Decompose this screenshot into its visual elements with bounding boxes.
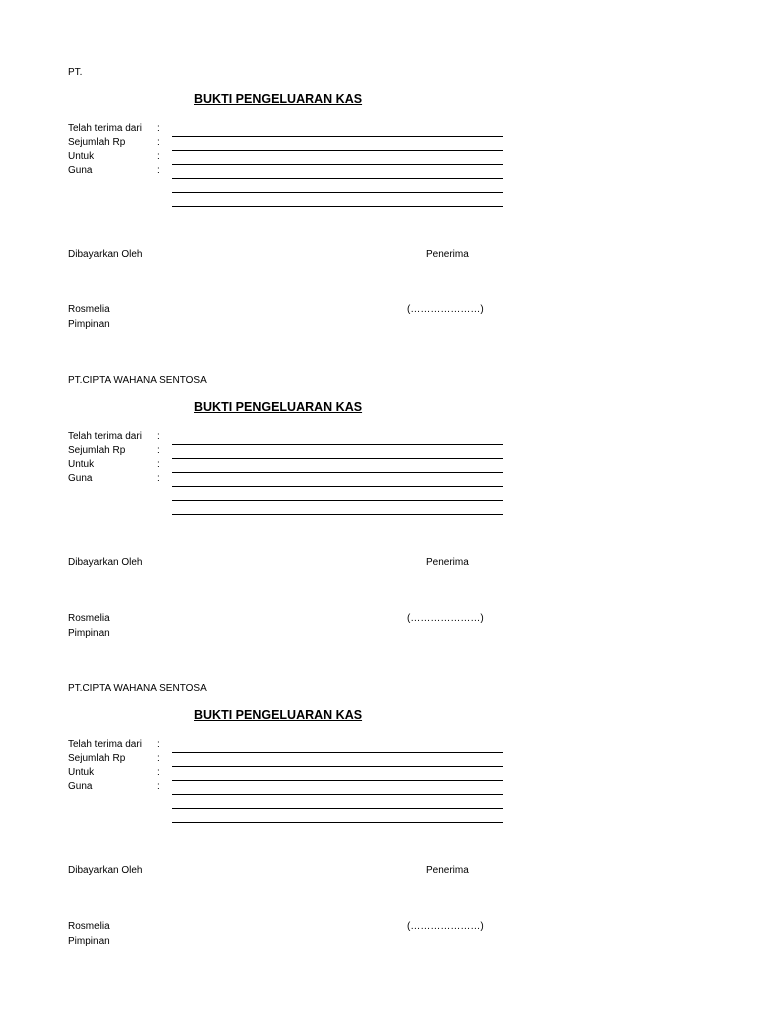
- fill-line-purpose-extra[interactable]: [172, 514, 503, 515]
- field-label-amount: Sejumlah Rp: [68, 753, 126, 764]
- field-colon: :: [157, 473, 160, 484]
- fill-line-for[interactable]: [172, 780, 503, 781]
- fill-line-purpose[interactable]: [172, 178, 503, 179]
- fill-line-purpose-extra[interactable]: [172, 192, 503, 193]
- field-colon: :: [157, 739, 160, 750]
- receiver-label: Penerima: [426, 557, 469, 568]
- voucher-title: BUKTI PENGELUARAN KAS: [194, 92, 363, 106]
- signer-name: Rosmelia: [68, 921, 110, 932]
- fill-line-purpose-extra[interactable]: [172, 822, 503, 823]
- field-label-received-from: Telah terima dari: [68, 123, 142, 134]
- signer-name: Rosmelia: [68, 304, 110, 315]
- field-label-amount: Sejumlah Rp: [68, 445, 126, 456]
- company-name: PT.CIPTA WAHANA SENTOSA: [68, 683, 207, 694]
- fill-line-purpose-extra[interactable]: [172, 500, 503, 501]
- receiver-signature-placeholder: (…………………): [407, 921, 484, 932]
- fill-line-purpose[interactable]: [172, 794, 503, 795]
- field-colon: :: [157, 137, 160, 148]
- field-label-amount: Sejumlah Rp: [68, 137, 126, 148]
- fill-line-amount[interactable]: [172, 458, 503, 459]
- fill-line-purpose[interactable]: [172, 486, 503, 487]
- signer-title: Pimpinan: [68, 628, 110, 639]
- voucher-3: [0, 683, 768, 983]
- voucher-2: [0, 375, 768, 675]
- receiver-signature-placeholder: (…………………): [407, 304, 484, 315]
- voucher-title: BUKTI PENGELUARAN KAS: [194, 708, 363, 722]
- field-label-received-from: Telah terima dari: [68, 739, 142, 750]
- field-colon: :: [157, 151, 160, 162]
- fill-line-amount[interactable]: [172, 766, 503, 767]
- company-name: PT.: [68, 67, 83, 78]
- field-colon: :: [157, 123, 160, 134]
- fill-line-for[interactable]: [172, 472, 503, 473]
- field-colon: :: [157, 781, 160, 792]
- fill-line-received-from[interactable]: [172, 752, 503, 753]
- field-colon: :: [157, 753, 160, 764]
- paid-by-label: Dibayarkan Oleh: [68, 249, 143, 260]
- field-colon: :: [157, 165, 160, 176]
- fill-line-received-from[interactable]: [172, 136, 503, 137]
- field-label-purpose: Guna: [68, 473, 93, 484]
- field-label-purpose: Guna: [68, 781, 93, 792]
- signer-title: Pimpinan: [68, 936, 110, 947]
- paid-by-label: Dibayarkan Oleh: [68, 865, 143, 876]
- field-label-purpose: Guna: [68, 165, 93, 176]
- fill-line-purpose-extra[interactable]: [172, 206, 503, 207]
- receiver-signature-placeholder: (…………………): [407, 613, 484, 624]
- field-label-received-from: Telah terima dari: [68, 431, 142, 442]
- voucher-1: [0, 67, 768, 367]
- signer-title: Pimpinan: [68, 319, 110, 330]
- fill-line-amount[interactable]: [172, 150, 503, 151]
- field-colon: :: [157, 767, 160, 778]
- field-label-for: Untuk: [68, 459, 95, 470]
- fill-line-for[interactable]: [172, 164, 503, 165]
- fill-line-purpose-extra[interactable]: [172, 808, 503, 809]
- signer-name: Rosmelia: [68, 613, 110, 624]
- fill-line-received-from[interactable]: [172, 444, 503, 445]
- field-label-for: Untuk: [68, 767, 95, 778]
- voucher-title: BUKTI PENGELUARAN KAS: [194, 400, 363, 414]
- receiver-label: Penerima: [426, 865, 469, 876]
- company-name: PT.CIPTA WAHANA SENTOSA: [68, 375, 207, 386]
- field-label-for: Untuk: [68, 151, 95, 162]
- receiver-label: Penerima: [426, 249, 469, 260]
- paid-by-label: Dibayarkan Oleh: [68, 557, 143, 568]
- field-colon: :: [157, 431, 160, 442]
- field-colon: :: [157, 459, 160, 470]
- field-colon: :: [157, 445, 160, 456]
